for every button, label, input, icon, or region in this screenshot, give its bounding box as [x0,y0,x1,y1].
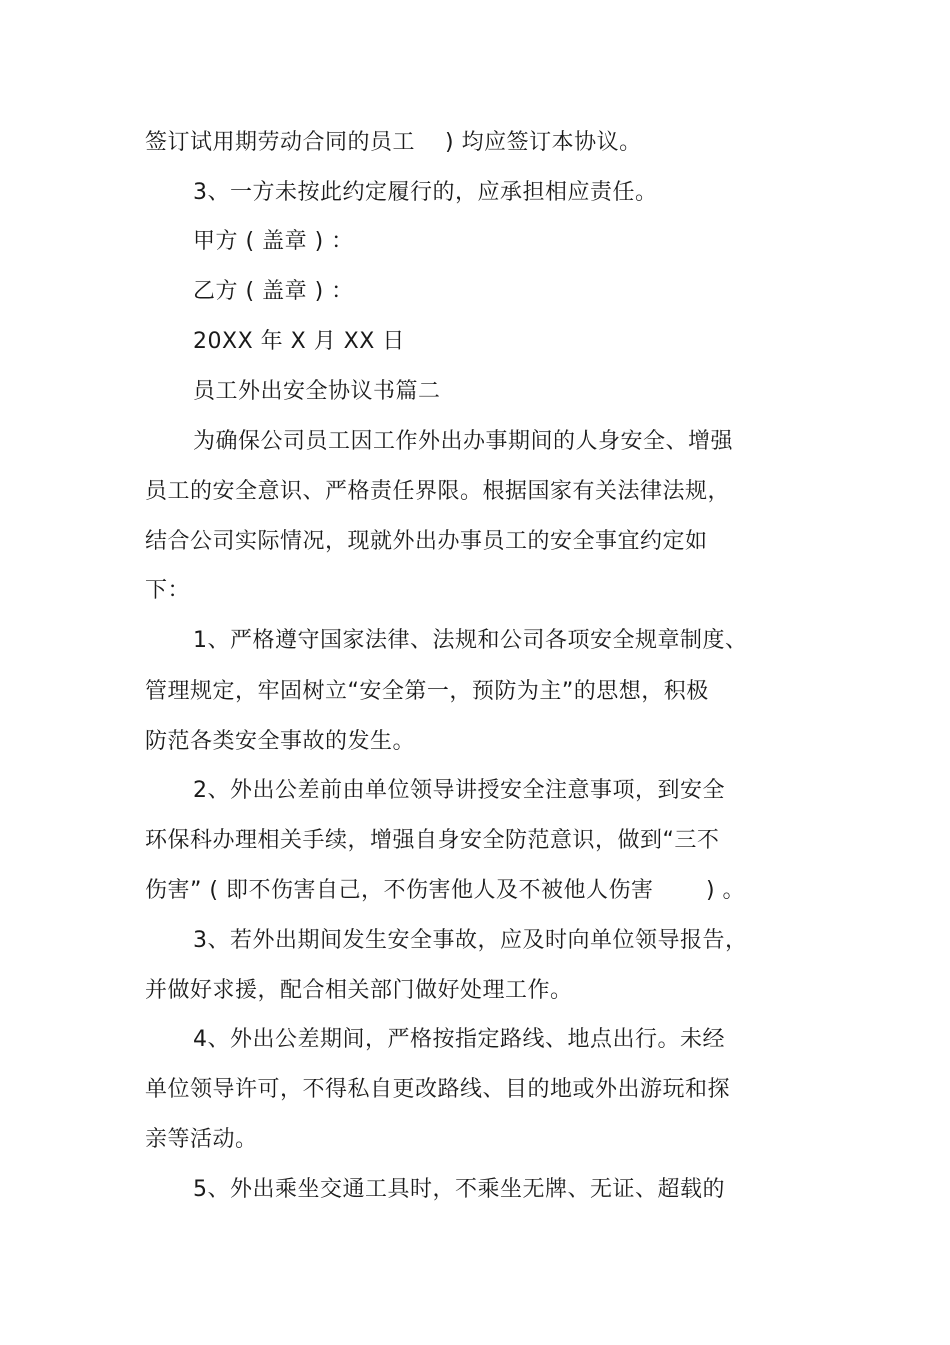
text-line: 环保科办理相关手续，增强自身安全防范意识，做到“三不 [145,828,720,853]
text-line: 乙方 ( 盖章 ) ： [193,279,354,304]
text-line: 结合公司实际情况，现就外出办事员工的安全事宜约定如 [145,529,708,554]
text-line: 3、若外出期间发生安全事故，应及时向单位领导报告， [193,928,748,953]
text-line: 1、严格遵守国家法律、法规和公司各项安全规章制度、 [193,628,748,653]
text-line: 亲等活动。 [145,1127,258,1152]
text-line: 甲方 ( 盖章 ) ： [193,229,354,254]
text-line: 4、外出公差期间，严格按指定路线、地点出行。未经 [193,1027,725,1052]
section-title: 员工外出安全协议书篇二 [193,379,441,404]
text-line: 伤害” ( 即不伤害自己，不伤害他人及不被他人伤害 ) 。 [145,878,746,903]
date-line: 20XX 年 X 月 XX 日 [193,329,405,354]
text-line: 防范各类安全事故的发生。 [145,729,416,754]
text-line: 2、外出公差前由单位领导讲授安全注意事项，到安全 [193,778,725,803]
text-line: 为确保公司员工因工作外出办事期间的人身安全、增强 [193,429,734,454]
text-line: 3、一方未按此约定履行的，应承担相应责任。 [193,180,658,205]
text-line: 并做好求援，配合相关部门做好处理工作。 [145,978,573,1003]
text-line: 下： [145,578,191,603]
text-line: 员工的安全意识、严格责任界限。根据国家有关法律法规， [145,479,731,504]
text-line: 单位领导许可，不得私自更改路线、目的地或外出游玩和探 [145,1077,731,1102]
text-line: 5、外出乘坐交通工具时，不乘坐无牌、无证、超载的 [193,1177,725,1202]
text-line: 签订试用期劳动合同的员工 ) 均应签订本协议。 [145,130,642,155]
text-line: 管理规定，牢固树立“安全第一，预防为主”的思想，积极 [145,679,709,704]
